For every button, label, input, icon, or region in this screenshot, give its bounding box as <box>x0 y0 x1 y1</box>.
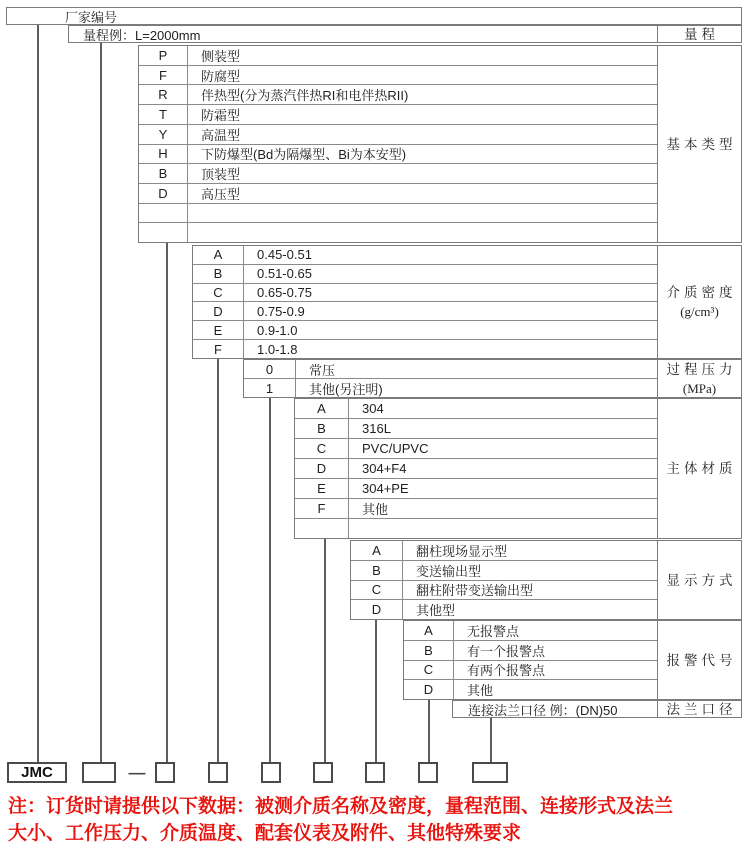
table-row <box>295 419 657 439</box>
row-code <box>139 204 188 223</box>
pressure-table <box>243 359 658 398</box>
row-code: P <box>139 46 188 65</box>
row-desc: 高温型 <box>201 127 241 143</box>
alarm-code-table <box>403 620 658 700</box>
display-mode-table <box>350 540 658 620</box>
table-row <box>193 321 657 340</box>
category-range: 量程 <box>658 25 742 43</box>
table-row <box>139 66 657 86</box>
model-code-box-alarm <box>418 762 438 783</box>
table-row <box>139 105 657 125</box>
ordering-note-line1: 注：订货时请提供以下数据：被测介质名称及密度，量程范围、连接形式及法兰 <box>8 796 674 817</box>
row-desc: 无报警点 <box>467 623 520 639</box>
row-desc: 其他(另注明) <box>309 381 383 397</box>
row-desc: 1.0-1.8 <box>257 341 298 357</box>
connector-line-factory <box>37 25 39 762</box>
model-prefix-box: JMC <box>7 762 67 783</box>
flange-label: 连接法兰口径 例：(DN)50 <box>468 702 618 718</box>
row-desc: 防霜型 <box>201 107 241 123</box>
connector-line-density <box>217 359 219 762</box>
table-row <box>351 541 657 561</box>
row-desc: 防腐型 <box>201 68 241 84</box>
row-code: F <box>193 340 244 358</box>
row-desc: 伴热型(分为蒸汽伴热RI和电伴热RII) <box>201 88 409 104</box>
row-code: 1 <box>244 379 296 397</box>
row-desc: 下防爆型(Bd为隔爆型、Bi为本安型) <box>201 147 407 163</box>
row-code: E <box>193 321 244 339</box>
table-row <box>139 184 657 204</box>
row-code: B <box>351 561 403 580</box>
row-code <box>139 223 188 242</box>
table-row <box>139 46 657 66</box>
material-table <box>294 398 658 539</box>
row-code: B <box>193 265 244 283</box>
row-desc: 316L <box>362 421 391 436</box>
table-row <box>295 459 657 479</box>
row-code: A <box>193 246 244 264</box>
row-desc: 0.65-0.75 <box>257 285 312 301</box>
table-row <box>139 145 657 165</box>
row-desc: 其他 <box>362 502 389 517</box>
connector-line-material <box>324 539 326 762</box>
row-desc: 304 <box>362 401 384 416</box>
row-desc: 0.9-1.0 <box>257 322 298 338</box>
row-code: F <box>295 499 349 518</box>
factory-code-label: 厂家编号 <box>65 9 118 25</box>
row-code: C <box>295 439 349 458</box>
category-display-mode: 显示方式 <box>658 540 742 620</box>
density-unit: (g/cm³) <box>680 304 719 319</box>
connector-line-alarm <box>428 700 430 762</box>
table-row <box>295 519 657 538</box>
row-code: C <box>351 581 403 600</box>
model-code-box-density <box>208 762 228 783</box>
connector-line-range <box>100 43 102 762</box>
row-desc: 翻柱附带变送输出型 <box>416 583 534 599</box>
row-desc <box>188 204 657 223</box>
row-code: B <box>295 419 349 438</box>
range-example-label: 量程例：L=2000mm <box>83 27 201 43</box>
model-code-box-basic-type <box>155 762 175 783</box>
row-code <box>295 519 349 538</box>
row-code: D <box>404 680 454 699</box>
connector-line-flange <box>490 718 492 762</box>
category-alarm-code: 报警代号 <box>658 620 742 700</box>
row-desc: 有两个报警点 <box>467 663 546 679</box>
row-desc: 0.51-0.65 <box>257 266 312 282</box>
model-code-box-display <box>365 762 385 783</box>
model-code-box-flange <box>472 762 508 783</box>
table-row <box>193 265 657 284</box>
row-desc: 0.45-0.51 <box>257 247 312 263</box>
row-code: Y <box>139 125 188 144</box>
row-code: C <box>404 661 454 680</box>
table-row <box>139 164 657 184</box>
row-code: C <box>193 284 244 302</box>
category-pressure: 过程压力 (MPa) <box>658 359 742 398</box>
row-desc: 变送输出型 <box>416 563 482 579</box>
connector-line-basic <box>166 243 168 762</box>
table-row <box>139 85 657 105</box>
range-row <box>68 25 658 43</box>
table-row <box>404 641 657 661</box>
category-material: 主体材质 <box>658 398 742 539</box>
ordering-note <box>8 794 746 845</box>
row-desc: 有一个报警点 <box>467 643 546 659</box>
row-code: R <box>139 85 188 104</box>
row-code: T <box>139 105 188 124</box>
table-row <box>351 581 657 601</box>
row-code: D <box>139 184 188 203</box>
row-desc: 304+PE <box>362 481 409 496</box>
table-row <box>193 284 657 303</box>
model-code-box-material <box>313 762 333 783</box>
row-desc <box>349 519 657 538</box>
row-code: B <box>139 164 188 183</box>
row-code: F <box>139 66 188 85</box>
table-row <box>139 204 657 224</box>
model-code-box-range <box>82 762 116 783</box>
row-code: A <box>351 541 403 560</box>
table-row <box>404 661 657 681</box>
flange-row <box>452 700 658 718</box>
row-code: E <box>295 479 349 498</box>
table-row <box>295 399 657 419</box>
table-row <box>193 340 657 358</box>
row-desc <box>188 223 657 242</box>
row-code: 0 <box>244 360 296 378</box>
factory-code-row <box>6 7 742 25</box>
basic-type-table <box>138 45 658 243</box>
row-desc: 其他型 <box>416 603 456 619</box>
row-code: A <box>404 621 454 640</box>
table-row <box>244 379 657 397</box>
model-code-box-pressure <box>261 762 281 783</box>
table-row <box>404 680 657 699</box>
row-code: B <box>404 641 454 660</box>
table-row <box>139 125 657 145</box>
category-basic-type: 基本类型 <box>658 45 742 243</box>
row-desc: 304+F4 <box>362 461 407 476</box>
table-row <box>139 223 657 242</box>
row-desc: PVC/UPVC <box>362 441 429 456</box>
table-row <box>193 302 657 321</box>
ordering-note-line2: 大小、工作压力、介质温度、配套仪表及附件、其他特殊要求 <box>8 822 522 844</box>
model-separator: — <box>128 762 146 782</box>
row-code: D <box>295 459 349 478</box>
category-flange-size: 法兰口径 <box>658 700 742 718</box>
table-row <box>193 246 657 265</box>
row-code: A <box>295 399 349 418</box>
category-density: 介质密度 (g/cm³) <box>658 245 742 359</box>
pressure-unit: (MPa) <box>682 380 717 396</box>
table-row <box>244 360 657 379</box>
density-table <box>192 245 658 359</box>
row-desc: 高压型 <box>201 186 241 202</box>
row-desc: 常压 <box>309 362 336 378</box>
table-row <box>351 600 657 619</box>
row-desc: 侧装型 <box>201 48 241 64</box>
connector-line-display <box>375 620 377 762</box>
table-row <box>351 561 657 581</box>
row-desc: 顶装型 <box>201 167 241 183</box>
row-desc: 0.75-0.9 <box>257 303 305 319</box>
table-row <box>295 479 657 499</box>
row-code: D <box>193 302 244 320</box>
row-code: H <box>139 145 188 164</box>
connector-line-pressure <box>269 398 271 762</box>
row-code: D <box>351 600 403 619</box>
row-desc: 翻柱现场显示型 <box>416 543 508 559</box>
table-row <box>404 621 657 641</box>
row-desc: 其他 <box>467 683 494 699</box>
table-row <box>295 499 657 519</box>
table-row <box>295 439 657 459</box>
